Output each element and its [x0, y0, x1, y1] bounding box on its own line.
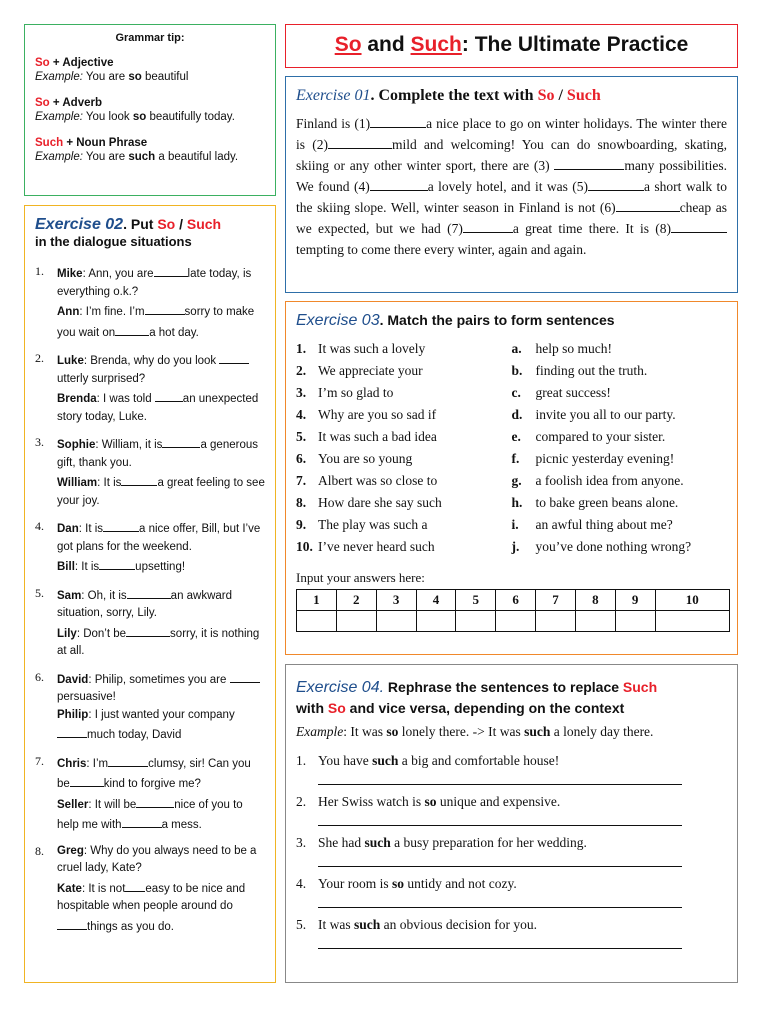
pair-number: b.: [511, 363, 523, 378]
question-keyword: so: [424, 794, 437, 809]
question-number: 5.: [296, 917, 307, 932]
answer-col-header: 7: [536, 590, 576, 611]
exercise-02: [24, 205, 276, 983]
match-pairs: [296, 338, 727, 558]
blank[interactable]: [126, 623, 170, 637]
blank[interactable]: [115, 322, 149, 336]
pair-item: [512, 338, 728, 360]
question-text: Your room is: [318, 876, 393, 891]
dialogue-item: 8. Greg: Why do you always need to be a cruel lady, Kate? Kate: It is not easy to be nice and hospitable when people around do things as you do.: [35, 843, 257, 933]
blank[interactable]: [108, 753, 148, 767]
pair-text: finding out the truth.: [535, 363, 648, 378]
dialogue-item: 7. Chris: I’m clumsy, sir! Can you be kind to forgive me? Seller: It will be nice of you to help me with a mess.: [35, 753, 251, 831]
page-title: So and Such: The Ultimate Practice: [285, 24, 738, 68]
blank[interactable]: [57, 916, 87, 930]
answer-line[interactable]: [318, 893, 682, 908]
answer-cell[interactable]: [615, 611, 655, 632]
answer-cell[interactable]: [416, 611, 456, 632]
exercise-01: [285, 76, 738, 293]
pair-item: [296, 492, 512, 514]
blank[interactable]: [136, 794, 174, 808]
exercise-02-heading: Exercise 02. Put So / Such: [35, 216, 222, 233]
pair-item: [512, 492, 728, 514]
answer-cell[interactable]: [297, 611, 337, 632]
blank[interactable]: [155, 388, 183, 402]
pair-text: help so much!: [535, 341, 612, 356]
question-number: 1.: [296, 753, 307, 768]
pair-item: [512, 470, 728, 492]
question-text: She had: [318, 835, 365, 850]
dialogue-item: 6. David: Philip, sometimes you are persuasive! Philip: I just wanted your company much today, David: [35, 669, 265, 745]
pair-text: a foolish idea from anyone.: [535, 473, 684, 488]
pair-text: It was such a bad idea: [318, 429, 437, 444]
pair-text: I’m so glad to: [318, 385, 394, 400]
pair-text: great success!: [535, 385, 611, 400]
grammar-tip-box: [24, 24, 276, 196]
dialogue-item: 2. Luke: Brenda, why do you look utterly surprised? Brenda: I was told an unexpected story today, Luke.: [35, 351, 259, 423]
pair-number: g.: [511, 473, 522, 488]
answer-cell[interactable]: [496, 611, 536, 632]
pair-text: invite you all to our party.: [535, 407, 676, 422]
pair-item: [296, 338, 512, 360]
pair-item: [296, 470, 512, 492]
exercise-01-text: Finland is (1) a nice place to go on winter holidays. The winter there is (2) mild and welcoming! You can do snowboarding, skating, skiing or any other winter sport, there are (3) many possibilities. We found (4) a lovely hotel, and it was (5) a short walk to the skiing slope. Well, winter season in Finland is not (6) cheap as we expected, but we had (7) a great time there. It is (8)tempting to come there every winter, again and again.: [296, 116, 728, 257]
blank[interactable]: [121, 472, 157, 486]
pair-item: [296, 448, 512, 470]
rephrase-item: [296, 916, 727, 934]
answer-col-header: 1: [297, 590, 337, 611]
blank-6[interactable]: [616, 198, 680, 212]
pair-number: j.: [511, 539, 520, 554]
answer-col-header: 5: [456, 590, 496, 611]
answer-table: [296, 589, 730, 632]
answer-col-header: 4: [416, 590, 456, 611]
question-text: a busy preparation for her wedding.: [390, 835, 587, 850]
question-text: It was: [318, 917, 354, 932]
exercise-04: [285, 664, 738, 983]
answer-input-label: Input your answers here:: [296, 570, 425, 585]
exercise-04-example: Example: It was so lonely there. -> It was such a lonely day there.: [296, 724, 654, 739]
blank[interactable]: [103, 518, 139, 532]
answer-col-header: 3: [376, 590, 416, 611]
blank-7[interactable]: [463, 219, 513, 233]
blank[interactable]: [99, 556, 135, 570]
blank[interactable]: [154, 263, 188, 277]
pair-number: e.: [511, 429, 521, 444]
exercise-04-heading: Exercise 04. Rephrase the sentences to replace Such with So and vice versa, depending on the context: [296, 679, 658, 716]
answer-cell[interactable]: [575, 611, 615, 632]
pair-item: [512, 536, 728, 558]
blank-2[interactable]: [328, 135, 392, 149]
answer-cell[interactable]: [376, 611, 416, 632]
question-number: 3.: [296, 835, 307, 850]
dialogue-item: 3. Sophie: William, it is a generous gift, thank you. William: It is a great feeling to see your joy.: [35, 435, 265, 507]
blank[interactable]: [230, 669, 260, 683]
answer-cell[interactable]: [655, 611, 729, 632]
pair-item: [512, 514, 728, 536]
blank[interactable]: [70, 773, 104, 787]
pair-number: 8.: [296, 495, 307, 510]
answer-col-header: 8: [575, 590, 615, 611]
rephrase-item: [296, 752, 727, 770]
answer-line[interactable]: [318, 770, 682, 785]
pair-text: You are so young: [318, 451, 413, 466]
pair-number: 5.: [296, 429, 307, 444]
pair-item: [296, 536, 512, 558]
question-text: untidy and not cozy.: [404, 876, 517, 891]
exercise-01-heading: Exercise 01. Complete the text with So / Such: [296, 87, 601, 104]
pair-text: you’ve done nothing wrong?: [535, 539, 692, 554]
answer-line[interactable]: [318, 811, 682, 826]
blank[interactable]: [127, 585, 171, 599]
rephrase-item: [296, 875, 727, 893]
question-keyword: such: [364, 835, 391, 850]
pair-number: f.: [511, 451, 520, 466]
answer-col-header: 2: [336, 590, 376, 611]
dialogue-item: 1. Mike: Ann, you are late today, is everything o.k.? Ann: I’m fine. I’m sorry to make you wait on a hot day.: [35, 264, 255, 339]
pair-text: It was such a lovely: [318, 341, 426, 356]
blank-5[interactable]: [588, 177, 644, 191]
pair-item: [296, 426, 512, 448]
pair-text: I’ve never heard such: [318, 539, 435, 554]
pair-text: compared to your sister.: [535, 429, 666, 444]
pair-text: We appreciate your: [318, 363, 423, 378]
tip-rule: Such + Noun Phrase Example: You are such a beautiful lady.: [35, 136, 239, 163]
blank-1[interactable]: [370, 114, 426, 128]
pair-text: to bake green beans alone.: [535, 495, 679, 510]
blank[interactable]: [125, 878, 145, 892]
pair-number: 3.: [296, 385, 307, 400]
pair-number: h.: [511, 495, 523, 510]
pair-item: [512, 360, 728, 382]
pair-item: [296, 404, 512, 426]
exercise-03-heading: Exercise 03. Match the pairs to form sentences: [296, 312, 615, 329]
rephrase-item: [296, 834, 727, 852]
question-text: You have: [318, 753, 373, 768]
exercise-02-subtitle: in the dialogue situations: [35, 234, 192, 249]
blank-4[interactable]: [370, 177, 428, 191]
pair-number: 10.: [296, 539, 313, 554]
answer-line[interactable]: [318, 852, 682, 867]
answer-cell[interactable]: [536, 611, 576, 632]
pair-item: [296, 360, 512, 382]
answer-cell[interactable]: [456, 611, 496, 632]
exercise-03: [285, 301, 738, 655]
pair-text: Albert was so close to: [318, 473, 438, 488]
answer-line[interactable]: [318, 934, 682, 949]
answer-col-header: 6: [496, 590, 536, 611]
blank[interactable]: [162, 434, 200, 448]
question-number: 2.: [296, 794, 307, 809]
pair-text: an awful thing about me?: [535, 517, 673, 532]
grammar-tip-title: Grammar tip:: [115, 32, 185, 44]
rephrase-questions: [296, 752, 727, 949]
pair-number: c.: [511, 385, 521, 400]
dialogue-item: 5. Sam: Oh, it is an awkward situation, sorry, Lily. Lily: Don’t be sorry, it is nothing at all.: [35, 585, 260, 657]
answer-col-header: 9: [615, 590, 655, 611]
tip-rule: So + Adverb Example: You look so beautifully today.: [35, 96, 235, 123]
pair-number: 9.: [296, 517, 307, 532]
pair-number: a.: [511, 341, 522, 356]
pair-item: [512, 382, 728, 404]
pair-number: 1.: [296, 341, 307, 356]
pair-number: 6.: [296, 451, 307, 466]
question-keyword: such: [372, 753, 399, 768]
question-text: Her Swiss watch is: [318, 794, 425, 809]
pair-text: Why are you so sad if: [318, 407, 437, 422]
pair-item: [296, 514, 512, 536]
pair-text: The play was such a: [318, 517, 428, 532]
question-keyword: so: [392, 876, 405, 891]
pair-number: i.: [511, 517, 519, 532]
pair-item: [512, 404, 728, 426]
right-column: [512, 338, 728, 558]
pair-number: 7.: [296, 473, 307, 488]
pair-number: 2.: [296, 363, 307, 378]
blank[interactable]: [122, 814, 162, 828]
blank[interactable]: [57, 724, 87, 738]
answer-col-header: 10: [655, 590, 729, 611]
blank[interactable]: [145, 301, 185, 315]
blank[interactable]: [219, 350, 249, 364]
answer-cell[interactable]: [336, 611, 376, 632]
pair-text: How dare she say such: [318, 495, 442, 510]
blank-8[interactable]: [671, 219, 727, 233]
pair-number: 4.: [296, 407, 307, 422]
pair-text: picnic yesterday evening!: [535, 451, 675, 466]
question-text: unique and expensive.: [436, 794, 561, 809]
pair-item: [296, 382, 512, 404]
question-keyword: such: [354, 917, 381, 932]
left-column: [296, 338, 512, 558]
pair-item: [512, 448, 728, 470]
pair-number: d.: [511, 407, 523, 422]
tip-rule: So + Adjective Example: You are so beautiful: [35, 56, 189, 83]
question-text: an obvious decision for you.: [380, 917, 537, 932]
question-text: a big and comfortable house!: [398, 753, 560, 768]
question-number: 4.: [296, 876, 307, 891]
pair-item: [512, 426, 728, 448]
blank-3[interactable]: [554, 156, 624, 170]
rephrase-item: [296, 793, 727, 811]
dialogue-item: 4. Dan: It is a nice offer, Bill, but I’ve got plans for the weekend. Bill: It is upsetting!: [35, 519, 261, 573]
